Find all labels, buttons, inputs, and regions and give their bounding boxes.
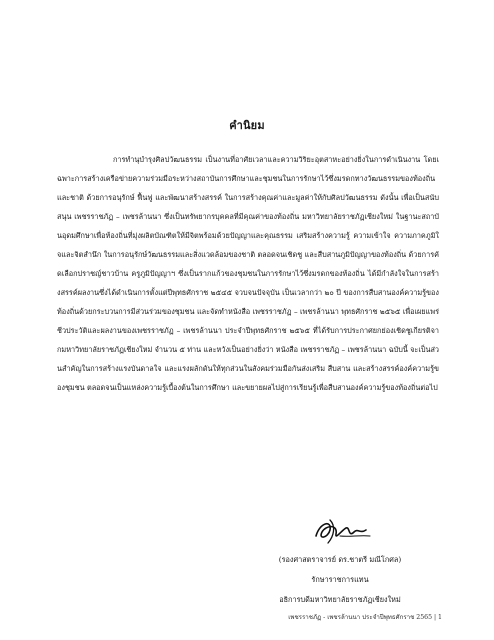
signature-icon bbox=[310, 516, 374, 546]
page-footer: เพชรราชภัฏ - เพชรล้านนา ประจำปีพุทธศักราช 2565 | 1 bbox=[288, 614, 442, 621]
signatory-position-1: รักษาราชการแทน bbox=[311, 575, 369, 584]
signatory-name: (รองศาสตราจารย์ ดร.ชาตรี มณีโกศล) bbox=[278, 555, 402, 564]
preface-paragraph: การทำนุบำรุงศิลปวัฒนธรรม เป็นงานที่อาศัยเวลาและความวิริยะอุตสาหะอย่างยิ่งในการดำเนินงาน โดยเฉพาะการสร้างเครือข่ายความร่วมมือระหว่างสถาบันการศึกษาและชุมชนในการรักษาไว้ซึ่งมรดกทางวัฒนธรรมของท้องถิ่นและชาติ ด้วยการอนุรักษ์ ฟื้นฟู และพัฒนาสร้างสรรค์ ในการสร้างคุณค่าและมูลค่าให้กับศิลปวัฒนธรรม ดังนั้น เพื่อเป็นสนับสนุน เพชรราชภัฏ – เพชรล้านนา ซึ่งเป็นทรัพยากรบุคคลที่มีคุณค่าของท้องถิ่น มหาวิทยาลัยราชภัฏเชียงใหม่ ในฐานะสถาบันอุดมศึกษาเพื่อท้องถิ่นที่มุ่งผลิตบัณฑิตให้มีจิตพร้อมด้วยปัญญาและคุณธรรม เสริมสร้างความรู้ ความเข้าใจ ความภาคภูมิใจและจิตสำนึก ในการอนุรักษ์วัฒนธรรมและสิ่งแวดล้อมของชาติ ตลอดจนเชิดชู และสืบสานภูมิปัญญาของท้องถิ่น ด้วยการคัดเลือกปราชญ์ชาวบ้าน ครูภูมิปัญญาฯ ซึ่งเป็นรากแก้วของชุมชนในการรักษาไว้ซึ่งมรดกของท้องถิ่น ได้มีกำลังใจในการสร้างสรรค์ผลงานซึ่งได้ดำเนินการตั้งแต่ปีพุทธศักราช ๒๕๔๕ จวบจนปัจจุบัน เป็นเวลากว่า ๒๐ ปี ของการสืบสานองค์ความรู้ของท้องถิ่นด้วยกระบวนการมีส่วนร่วมของชุมชน และจัดทำหนังสือ เพชรราชภัฏ – เพชรล้านนา พุทธศักราช ๒๕๖๕ เพื่อเผยแพร่ชีวประวัติและผลงานของเพชรราชภัฏ – เพชรล้านนา ประจำปีพุทธศักราช ๒๕๖๕ ที่ได้รับการประกาศยกย่องเชิดชูเกียรติจากมหาวิทยาลัยราชภัฏเชียงใหม่ จำนวน ๕ ท่าน และหวังเป็นอย่างยิ่งว่า หนังสือ เพชรราชภัฏ – เพชรล้านนา ฉบับนี้ จะเป็นส่วนสำคัญในการสร้างแรงบันดาลใจ และแรงผลักดันให้ทุกส่วนในสังคมร่วมมือกันส่งเสริม สืบสาน และสร้างสรรค์องค์ความรู้ของชุมชน ตลอดจนเป็นแหล่งความรู้เบื้องต้นในการศึกษา และขยายผลไปสู่การเรียนรู้เพื่อสืบสานองค์ความรู้ของท้องถิ่นต่อไป bbox=[57, 155, 439, 392]
signatory-position-2: อธิการบดีมหาวิทยาลัยราชภัฏเชียงใหม่ bbox=[279, 595, 401, 604]
signature-block bbox=[255, 550, 425, 610]
page-title: คำนิยม bbox=[229, 119, 265, 132]
